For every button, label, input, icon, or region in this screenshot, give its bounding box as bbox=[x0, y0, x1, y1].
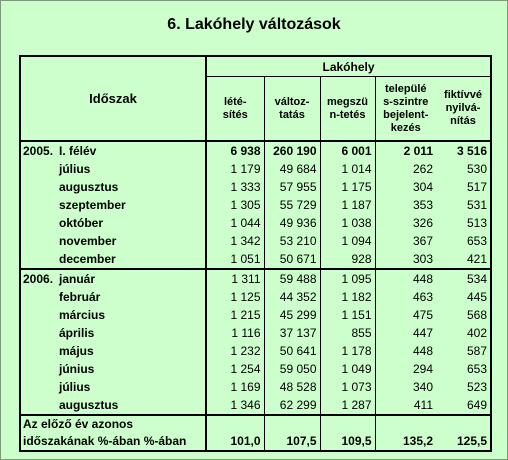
footer-spacer bbox=[264, 415, 320, 433]
value-cell-termination: 1 073 bbox=[320, 378, 375, 396]
column-header-line: fiktívvé bbox=[444, 89, 482, 101]
value-cell-change: 260 190 bbox=[264, 141, 320, 160]
value-cell-settlement-level-registration: 448 bbox=[375, 269, 436, 288]
table-row bbox=[20, 269, 491, 288]
period-cell bbox=[20, 306, 206, 324]
column-header-settlement-level-registration bbox=[375, 77, 436, 142]
group-header: Lakóhely bbox=[206, 56, 491, 77]
value-cell-change: 57 955 bbox=[264, 178, 320, 196]
period-label: július bbox=[59, 379, 91, 394]
footer-value-establishment: 101,0 bbox=[206, 433, 264, 451]
value-cell-change: 55 729 bbox=[264, 196, 320, 214]
value-cell-settlement-level-registration: 447 bbox=[375, 324, 436, 342]
value-cell-change: 48 528 bbox=[264, 378, 320, 396]
value-cell-fictitious-declaration: 402 bbox=[436, 324, 491, 342]
value-cell-establishment: 1 179 bbox=[206, 160, 264, 178]
table-row bbox=[20, 250, 491, 269]
value-cell-change: 49 684 bbox=[264, 160, 320, 178]
value-cell-settlement-level-registration: 262 bbox=[375, 160, 436, 178]
footer-spacer bbox=[375, 415, 436, 433]
value-cell-establishment: 1 044 bbox=[206, 214, 264, 232]
column-header-fictitious-declaration bbox=[436, 77, 491, 142]
column-header-line: nyilvá- bbox=[445, 102, 481, 114]
table-row bbox=[20, 196, 491, 214]
table-row bbox=[20, 232, 491, 250]
table-row bbox=[20, 360, 491, 378]
period-label: június bbox=[59, 361, 95, 376]
value-cell-termination: 928 bbox=[320, 250, 375, 269]
footer-value-fictitious-declaration: 125,5 bbox=[436, 433, 491, 451]
value-cell-termination: 1 014 bbox=[320, 160, 375, 178]
value-cell-settlement-level-registration: 304 bbox=[375, 178, 436, 196]
footer-spacer bbox=[206, 415, 264, 433]
value-cell-termination: 1 095 bbox=[320, 269, 375, 288]
year-label: 2006. bbox=[23, 271, 54, 286]
value-cell-change: 50 671 bbox=[264, 250, 320, 269]
column-header-line: változ- bbox=[274, 95, 310, 108]
period-label: I. félév bbox=[59, 143, 97, 158]
value-cell-termination: 855 bbox=[320, 324, 375, 342]
value-cell-settlement-level-registration: 448 bbox=[375, 342, 436, 360]
period-cell bbox=[20, 288, 206, 306]
period-header: Időszak bbox=[20, 56, 206, 141]
value-cell-termination: 1 187 bbox=[320, 196, 375, 214]
column-header-line: települé bbox=[384, 82, 427, 95]
table-row bbox=[20, 288, 491, 306]
value-cell-change: 59 488 bbox=[264, 269, 320, 288]
table-row bbox=[20, 324, 491, 342]
table-row bbox=[20, 160, 491, 178]
period-cell bbox=[20, 396, 206, 415]
value-cell-establishment: 1 116 bbox=[206, 324, 264, 342]
value-cell-termination: 1 182 bbox=[320, 288, 375, 306]
footer-row bbox=[20, 415, 491, 433]
value-cell-settlement-level-registration: 411 bbox=[375, 396, 436, 415]
table-row bbox=[20, 178, 491, 196]
table-row bbox=[20, 396, 491, 415]
value-cell-settlement-level-registration: 294 bbox=[375, 360, 436, 378]
period-cell bbox=[20, 342, 206, 360]
year-label: 2005. bbox=[23, 143, 54, 158]
period-cell bbox=[20, 232, 206, 250]
value-cell-change: 44 352 bbox=[264, 288, 320, 306]
period-label: március bbox=[59, 307, 106, 322]
period-cell bbox=[20, 160, 206, 178]
column-header-line: sítés bbox=[222, 108, 248, 121]
value-cell-fictitious-declaration: 587 bbox=[436, 342, 491, 360]
value-cell-fictitious-declaration: 649 bbox=[436, 396, 491, 415]
value-cell-change: 50 641 bbox=[264, 342, 320, 360]
column-header-line: nítás bbox=[450, 115, 476, 127]
period-cell bbox=[20, 378, 206, 396]
value-cell-fictitious-declaration: 421 bbox=[436, 250, 491, 269]
value-cell-termination: 1 094 bbox=[320, 232, 375, 250]
footer-spacer bbox=[320, 415, 375, 433]
value-cell-settlement-level-registration: 303 bbox=[375, 250, 436, 269]
value-cell-termination: 1 038 bbox=[320, 214, 375, 232]
period-label: május bbox=[59, 343, 94, 358]
value-cell-change: 37 137 bbox=[264, 324, 320, 342]
period-label: szeptember bbox=[59, 197, 126, 212]
table-row bbox=[20, 214, 491, 232]
column-header-termination bbox=[320, 77, 375, 142]
value-cell-change: 49 936 bbox=[264, 214, 320, 232]
value-cell-termination: 1 287 bbox=[320, 396, 375, 415]
period-cell bbox=[20, 196, 206, 214]
value-cell-fictitious-declaration: 530 bbox=[436, 160, 491, 178]
period-label: augusztus bbox=[59, 397, 119, 412]
period-cell bbox=[20, 324, 206, 342]
value-cell-settlement-level-registration: 475 bbox=[375, 306, 436, 324]
value-cell-fictitious-declaration: 653 bbox=[436, 360, 491, 378]
value-cell-termination: 6 001 bbox=[320, 141, 375, 160]
value-cell-termination: 1 178 bbox=[320, 342, 375, 360]
period-label: február bbox=[59, 289, 101, 304]
column-header-line: s-szintre bbox=[383, 95, 429, 108]
value-cell-establishment: 1 215 bbox=[206, 306, 264, 324]
value-cell-establishment: 1 232 bbox=[206, 342, 264, 360]
value-cell-change: 62 299 bbox=[264, 396, 320, 415]
footer-row bbox=[20, 433, 491, 451]
period-label: április bbox=[59, 325, 95, 340]
table-row bbox=[20, 306, 491, 324]
value-cell-establishment: 6 938 bbox=[206, 141, 264, 160]
value-cell-establishment: 1 254 bbox=[206, 360, 264, 378]
value-cell-fictitious-declaration: 531 bbox=[436, 196, 491, 214]
column-header-line: tatás bbox=[279, 108, 305, 121]
footer-spacer bbox=[436, 415, 491, 433]
period-label: július bbox=[59, 161, 91, 176]
value-cell-fictitious-declaration: 653 bbox=[436, 232, 491, 250]
table-row bbox=[20, 378, 491, 396]
footer-value-termination: 109,5 bbox=[320, 433, 375, 451]
column-header-establishment bbox=[206, 77, 264, 142]
value-cell-fictitious-declaration: 568 bbox=[436, 306, 491, 324]
period-cell bbox=[20, 250, 206, 269]
value-cell-establishment: 1 333 bbox=[206, 178, 264, 196]
value-cell-termination: 1 175 bbox=[320, 178, 375, 196]
column-header-line: megszü bbox=[327, 95, 368, 108]
value-cell-settlement-level-registration: 463 bbox=[375, 288, 436, 306]
value-cell-establishment: 1 169 bbox=[206, 378, 264, 396]
value-cell-establishment: 1 051 bbox=[206, 250, 264, 269]
value-cell-establishment: 1 346 bbox=[206, 396, 264, 415]
value-cell-fictitious-declaration: 534 bbox=[436, 269, 491, 288]
value-cell-settlement-level-registration: 326 bbox=[375, 214, 436, 232]
value-cell-settlement-level-registration: 340 bbox=[375, 378, 436, 396]
value-cell-settlement-level-registration: 353 bbox=[375, 196, 436, 214]
period-label: december bbox=[59, 251, 116, 266]
footer-label-line1: Az előző év azonos bbox=[20, 415, 206, 433]
column-header-line: n-tetés bbox=[329, 108, 366, 121]
column-header-line: bejelent- bbox=[383, 108, 429, 121]
column-header-change bbox=[264, 77, 320, 142]
value-cell-establishment: 1 342 bbox=[206, 232, 264, 250]
value-cell-establishment: 1 305 bbox=[206, 196, 264, 214]
value-cell-fictitious-declaration: 523 bbox=[436, 378, 491, 396]
page-title: 6. Lakóhely változások bbox=[167, 16, 341, 33]
period-label: október bbox=[59, 215, 104, 230]
value-cell-fictitious-declaration: 445 bbox=[436, 288, 491, 306]
value-cell-fictitious-declaration: 517 bbox=[436, 178, 491, 196]
value-cell-termination: 1 151 bbox=[320, 306, 375, 324]
value-cell-termination: 1 049 bbox=[320, 360, 375, 378]
value-cell-change: 45 299 bbox=[264, 306, 320, 324]
period-cell bbox=[20, 141, 206, 160]
table-row bbox=[20, 342, 491, 360]
value-cell-change: 53 210 bbox=[264, 232, 320, 250]
period-cell bbox=[20, 214, 206, 232]
period-cell bbox=[20, 269, 206, 288]
value-cell-fictitious-declaration: 3 516 bbox=[436, 141, 491, 160]
footer-label-line2: időszakának %-ában %-ában bbox=[20, 433, 206, 451]
period-cell bbox=[20, 178, 206, 196]
value-cell-establishment: 1 311 bbox=[206, 269, 264, 288]
value-cell-change: 59 050 bbox=[264, 360, 320, 378]
footer-value-settlement-level-registration: 135,2 bbox=[375, 433, 436, 451]
period-cell bbox=[20, 360, 206, 378]
period-label: január bbox=[59, 271, 96, 286]
value-cell-establishment: 1 125 bbox=[206, 288, 264, 306]
value-cell-fictitious-declaration: 513 bbox=[436, 214, 491, 232]
value-cell-settlement-level-registration: 367 bbox=[375, 232, 436, 250]
period-label: augusztus bbox=[59, 179, 119, 194]
period-label: november bbox=[59, 233, 117, 248]
residence-change-table bbox=[19, 55, 492, 452]
table-row bbox=[20, 141, 491, 160]
value-cell-settlement-level-registration: 2 011 bbox=[375, 141, 436, 160]
footer-value-change: 107,5 bbox=[264, 433, 320, 451]
column-header-line: kezés bbox=[390, 121, 421, 134]
column-header-line: lété- bbox=[223, 95, 247, 108]
